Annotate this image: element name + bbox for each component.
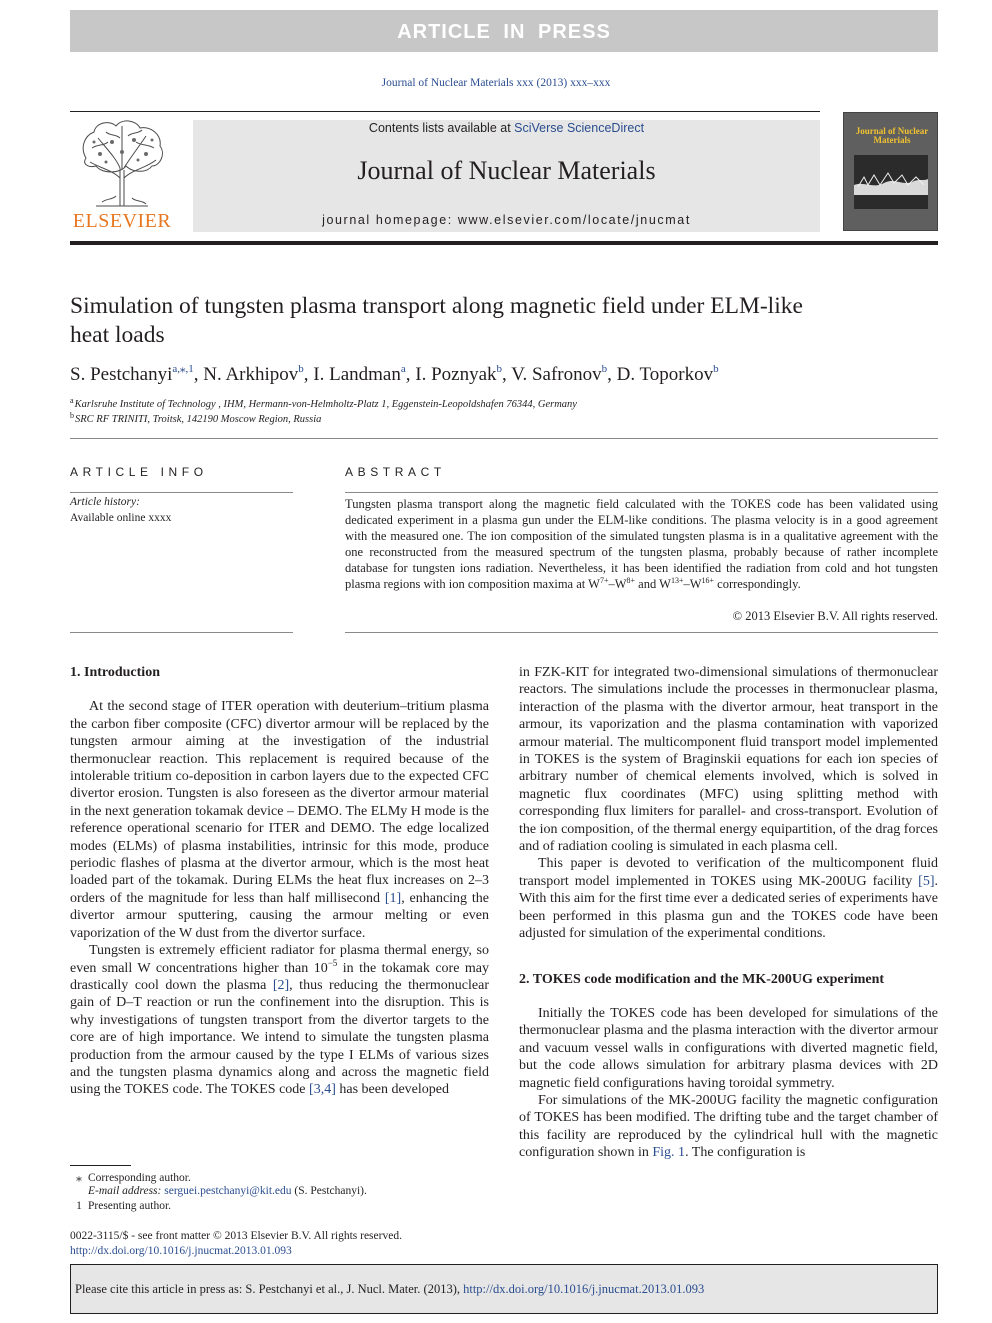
tree-icon	[76, 118, 168, 208]
intro-p2-text: in the tokamak core may drastically cool down the plasma	[70, 960, 489, 993]
doi-link[interactable]: http://dx.doi.org/10.1016/j.jnucmat.2013.01.093	[70, 1245, 292, 1257]
section-2-heading: 2. TOKES code modification and the MK-200UG experiment	[519, 971, 885, 987]
ion-charge: 8+	[626, 576, 636, 585]
citation-prefix: Please cite this article in press as: S. Pestchanyi et al., J. Nucl. Mater. (2013),	[75, 1282, 464, 1296]
author-name: N. Arkhipov	[203, 364, 299, 385]
article-title-line-2: heat loads	[70, 322, 165, 348]
article-title-line-1: Simulation of tungsten plasma transport along magnetic field under ELM-like	[70, 293, 803, 319]
author-affiliation-mark[interactable]: a,⁎,1	[172, 363, 194, 375]
article-history-label: Article history:	[70, 496, 140, 508]
author-name: D. Toporkov	[616, 364, 714, 385]
author-name: I. Landman	[313, 364, 401, 385]
article-title	[70, 292, 938, 350]
intro-p2-text: , thus reducing the thermonuclear gain of D–T reaction or run the confinement into the disruption. This is why investigations of tungsten transport from the divertor targets to the core are of high importance. We intend to simulate the tungsten plasma production from the armour caused by the type I ELMs of various sizes and the tungsten plasma dynamics along and across the magnetic field using the TOKES code. The TOKES code	[70, 977, 489, 1098]
citation-link[interactable]: [2]	[272, 977, 290, 993]
footnote-symbol: ⁎	[76, 1172, 82, 1184]
author-list	[70, 362, 938, 386]
author-affiliation-mark[interactable]: b	[298, 363, 304, 375]
author-separator: ,	[502, 364, 512, 385]
publisher-name: ELSEVIER	[72, 210, 172, 232]
ion-symbol: W	[689, 577, 702, 591]
author-separator: ,	[303, 364, 314, 385]
ion-dash: –	[683, 577, 690, 591]
journal-homepage[interactable]: journal homepage: www.elsevier.com/locate/jnucmat	[322, 213, 691, 227]
abstract-tail: correspondingly.	[714, 577, 801, 591]
article-history-value: Available online xxxx	[70, 512, 172, 524]
footnote-rule	[70, 1165, 131, 1166]
citation-link[interactable]: [1]	[384, 890, 402, 906]
affiliation-mark: a	[70, 396, 74, 405]
author-affiliation-mark[interactable]: b	[713, 363, 719, 375]
ion-and: and	[635, 577, 660, 591]
author-affiliation-mark[interactable]: b	[601, 363, 608, 375]
author-affiliation-mark[interactable]: b	[496, 363, 503, 375]
intro-paragraph-4	[519, 855, 938, 942]
abstract-heading: ABSTRACT	[345, 465, 446, 479]
footnote-corresponding	[70, 1170, 191, 1184]
article-info-heading: ARTICLE INFO	[70, 465, 208, 479]
intro-paragraph-3: in FZK-KIT for integrated two-dimensional simulations of thermonuclear reactors. The simulations include the processes in thermonuclear plasma, interaction of the plasma with the divertor armour, heat transport in the armour, its vaporization and the plasma contamination with vaporized armour material. The multicomponent fluid transport model implemented in TOKES is the system of Braginskii equations for each ion species of arbitrary number of chemical elements involved, which is solved in magnetic flux coordinates (MFC) using splitting method with corresponding flux limiters for parallel- and cross-transport. Evolution of the ion composition, of the thermal energy equipartition, of the drag forces and of radiation cooling is simulated in each plasma cell.	[519, 665, 938, 855]
article-info-bottom-rule	[70, 632, 293, 633]
journal-title: Journal of Nuclear Materials	[357, 156, 656, 185]
affiliation-text: Karlsruhe Institute of Technology , IHM, Hermann-von-Helmholtz-Platz 1, Eggenstein-Leopoldshafen 76344, Germany	[74, 399, 577, 410]
abstract-text	[345, 496, 938, 592]
footnote-symbol: 1	[76, 1200, 82, 1212]
citation-link[interactable]: [5]	[918, 873, 935, 889]
journal-cover-thumbnail	[843, 112, 938, 231]
masthead-top-rule	[70, 111, 820, 112]
author-name: V. Safronov	[511, 364, 602, 385]
intro-paragraph-1	[70, 698, 489, 942]
masthead-bottom-rule	[70, 241, 938, 245]
section-2-text: For simulations of the MK-200UG facility the magnetic configuration of TOKES has been modified. The drifting tube and the target chamber of this facility are reproduced by the cylindrical hull with the magnetic configuration shown in	[519, 1092, 938, 1161]
cover-art-icon	[854, 155, 928, 209]
header-divider	[70, 438, 938, 439]
ion-charge: 16+	[701, 576, 715, 585]
intro-p2-text: Tungsten is extremely efficient radiator for plasma thermal energy, so even small W concentrations higher than 10	[70, 943, 489, 976]
footnote-text: Presenting author.	[88, 1200, 172, 1212]
footnote-presenting	[70, 1200, 171, 1212]
ion-symbol: W	[614, 577, 627, 591]
footnote-email	[70, 1185, 367, 1197]
cover-image	[854, 155, 928, 209]
affiliation-a	[70, 396, 577, 410]
email-owner: (S. Pestchanyi).	[291, 1185, 367, 1197]
section-1-heading: 1. Introduction	[70, 665, 160, 680]
figure-link[interactable]: Fig. 1	[652, 1145, 686, 1161]
section-2-paragraph-2	[519, 1092, 938, 1162]
intro-p4-text: . With this aim for the first time ever a dedicated series of experiments have been performed in this plasma gun and the TOKES code have been adjusted for simulation of the experimental conditions.	[519, 873, 938, 942]
affiliation-mark: b	[70, 411, 74, 420]
footnote-text: Corresponding author.	[88, 1172, 191, 1184]
author-affiliation-mark[interactable]: a	[400, 363, 406, 375]
ion-charge: 7+	[599, 576, 609, 585]
email-link[interactable]: serguei.pestchanyi@kit.edu	[164, 1185, 292, 1197]
author-separator: ,	[607, 364, 617, 385]
author-separator: ,	[193, 364, 204, 385]
intro-p2-text: has been developed	[335, 1082, 449, 1098]
cover-title: Journal of Nuclear Materials	[855, 126, 929, 145]
author-separator: ,	[405, 364, 416, 385]
section-2-paragraph-1: Initially the TOKES code has been developed for simulations of the thermonuclear plasma and the plasma interaction with the divertor armour and vacuum vessel walls in configurations with diverted magnetic field, but the code allows simulation for arbitrary plasma devices with 2D magnetic field configurations having toroidal symmetry.	[519, 1005, 938, 1091]
abstract-rule	[345, 492, 938, 493]
contents-prefix: Contents lists available at	[368, 121, 515, 135]
ion-symbol: W	[659, 577, 671, 591]
sciencedirect-link[interactable]: SciVerse ScienceDirect	[514, 121, 645, 135]
exponent: −5	[327, 957, 338, 968]
body-left-column	[70, 664, 489, 1099]
abstract-body: Tungsten plasma transport along the magnetic field calculated with the TOKES code has been validated using dedicated experiment in a plasma gun under the ELM-like conditions. The plasma velocity is in a good agreement with the measured one. The ion composition of the simulated tungsten plasma is in a qualitative agreement with the one reconstructed from the measured spectrum of the tungsten plasma, probably because of rather incomplete database for tungsten ions radiation. Nevertheless, it has been identified the radiation from cold and hot tungsten plasma regions with ion composition maxima at	[345, 497, 938, 591]
citation-doi-link[interactable]: http://dx.doi.org/10.1016/j.jnucmat.2013.01.093	[463, 1282, 705, 1296]
body-right-column	[519, 664, 938, 1162]
contents-line	[193, 121, 820, 135]
intro-p4-text: This paper is devoted to verification of the multicomponent fluid transport model implemented in TOKES using MK-200UG facility	[519, 856, 938, 889]
section-2-text: . The configuration is	[685, 1145, 806, 1161]
issn-line: 0022-3115/$ - see front matter © 2013 Elsevier B.V. All rights reserved.	[70, 1230, 402, 1242]
intro-paragraph-2	[70, 942, 489, 1099]
ion-symbol: W	[588, 577, 600, 591]
ion-charge: 13+	[670, 576, 684, 585]
citation-link[interactable]: [3,4]	[309, 1082, 336, 1098]
author-name: S. Pestchanyi	[70, 364, 173, 385]
intro-p1-tail: , enhancing the divertor armour sputtering, causing the armour melting or even vaporization of the W dust from the divertor surface.	[70, 890, 489, 941]
intro-p1-text: At the second stage of ITER operation with deuterium–tritium plasma the carbon fiber composite (CFC) divertor armour will be replaced by the tungsten armour aiming at the investigation of the industrial thermonuclear reaction. This replacement is required because of the intolerable tritium co-deposition in carbon layers due to the expected CFC divertor erosion. Tungsten is also foreseen as the divertor armour material in the next generation tokamak device – DEMO. The ELMy H mode is the reference operational scenario for ITER and DEMO. The edge localized modes (ELMs) of plasma instabilities, intrinsic for this mode, produce periodic flashes of plasma at the divertor armour, which is the most heat loaded part of the tokamak. During ELMs the heat flux increases on 2–3 orders of the magnitude for less than half millisecond	[70, 699, 489, 906]
author-name: I. Poznyak	[415, 364, 497, 385]
email-label: E-mail address:	[88, 1185, 165, 1197]
journal-reference[interactable]: Journal of Nuclear Materials xxx (2013) xxx–xxx	[381, 77, 611, 89]
ion-dash: –	[608, 577, 615, 591]
article-info-rule	[70, 492, 293, 493]
article-in-press-banner: ARTICLE IN PRESS	[70, 10, 938, 52]
abstract-copyright: © 2013 Elsevier B.V. All rights reserved.	[732, 609, 938, 623]
abstract-bottom-rule	[345, 632, 938, 633]
affiliation-text: SRC RF TRINITI, Troitsk, 142190 Moscow Region, Russia	[75, 414, 322, 425]
citation-text	[75, 1282, 704, 1297]
affiliation-b	[70, 411, 321, 425]
